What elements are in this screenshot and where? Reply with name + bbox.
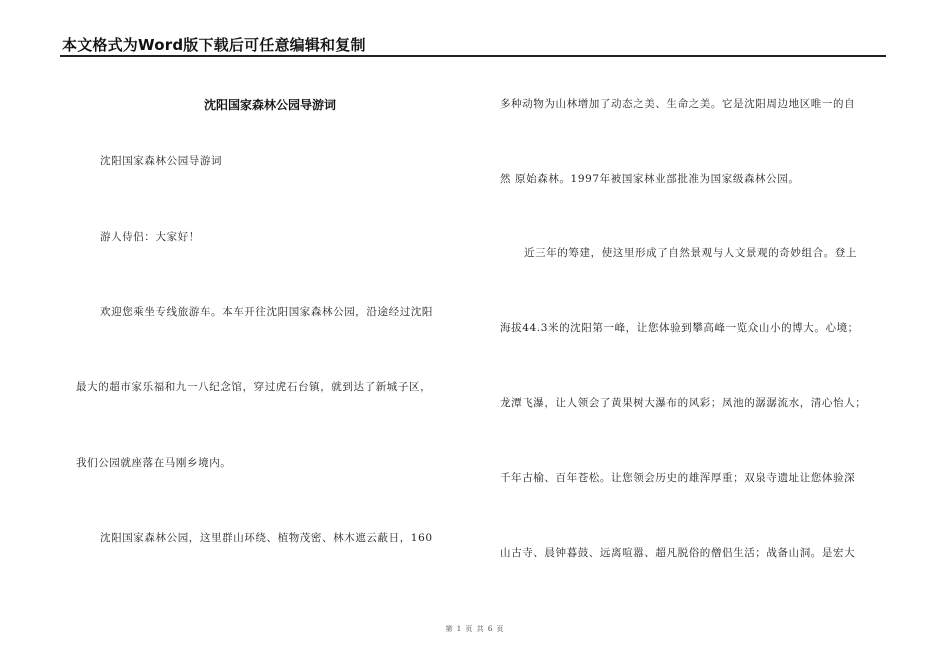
paragraph-line: 然 原始森林。1997年被国家林业部批准为国家级森林公园。: [500, 173, 800, 185]
page-footer: 第 1 页 共 6 页: [445, 625, 505, 633]
banner-underline: [60, 55, 886, 57]
paragraph-line: 山古寺、晨钟暮鼓、远离喧嚣、超凡脱俗的僧侣生活；战备山洞。是宏大: [500, 547, 856, 559]
paragraph-line: 多种动物为山林增加了动态之美、生命之美。它是沈阳周边地区唯一的自: [500, 98, 856, 110]
paragraph-line: 游人侍侣：大家好！: [100, 231, 200, 243]
paragraph-line: 近三年的筹建，使这里形成了自然景观与人文景观的奇妙组合。登上: [524, 247, 857, 259]
paragraph-line: 欢迎您乘坐专线旅游车。本车开往沈阳国家森林公园，沿途经过沈阳: [100, 306, 433, 318]
paragraph-line: 龙潭飞瀑，让人领会了黄果树大瀑布的风彩；凤池的潺潺流水，清心怡人；: [500, 397, 867, 409]
paragraph-line: 海拔44.3米的沈阳第一峰，让您体验到攀高峰一览众山小的博大。心境；: [500, 322, 859, 334]
paragraph-line: 我们公园就座落在马刚乡境内。: [76, 457, 232, 469]
paragraph-line: 千年古榆、百年苍松。让您领会历史的雄浑厚重；双泉寺遗址让您体验深: [500, 472, 856, 484]
paragraph-line: 沈阳国家森林公园导游词: [100, 155, 223, 167]
document-title: 沈阳国家森林公园导游词: [203, 98, 336, 112]
paragraph-line: 最大的超市家乐福和九一八纪念馆，穿过虎石台镇，就到达了新城子区，: [76, 381, 432, 393]
paragraph-line: 沈阳国家森林公园，这里群山环绕、植物茂密、林木遮云蔽日，160: [100, 532, 433, 544]
download-banner: 本文格式为Word版下载后可任意编辑和复制: [62, 36, 366, 54]
